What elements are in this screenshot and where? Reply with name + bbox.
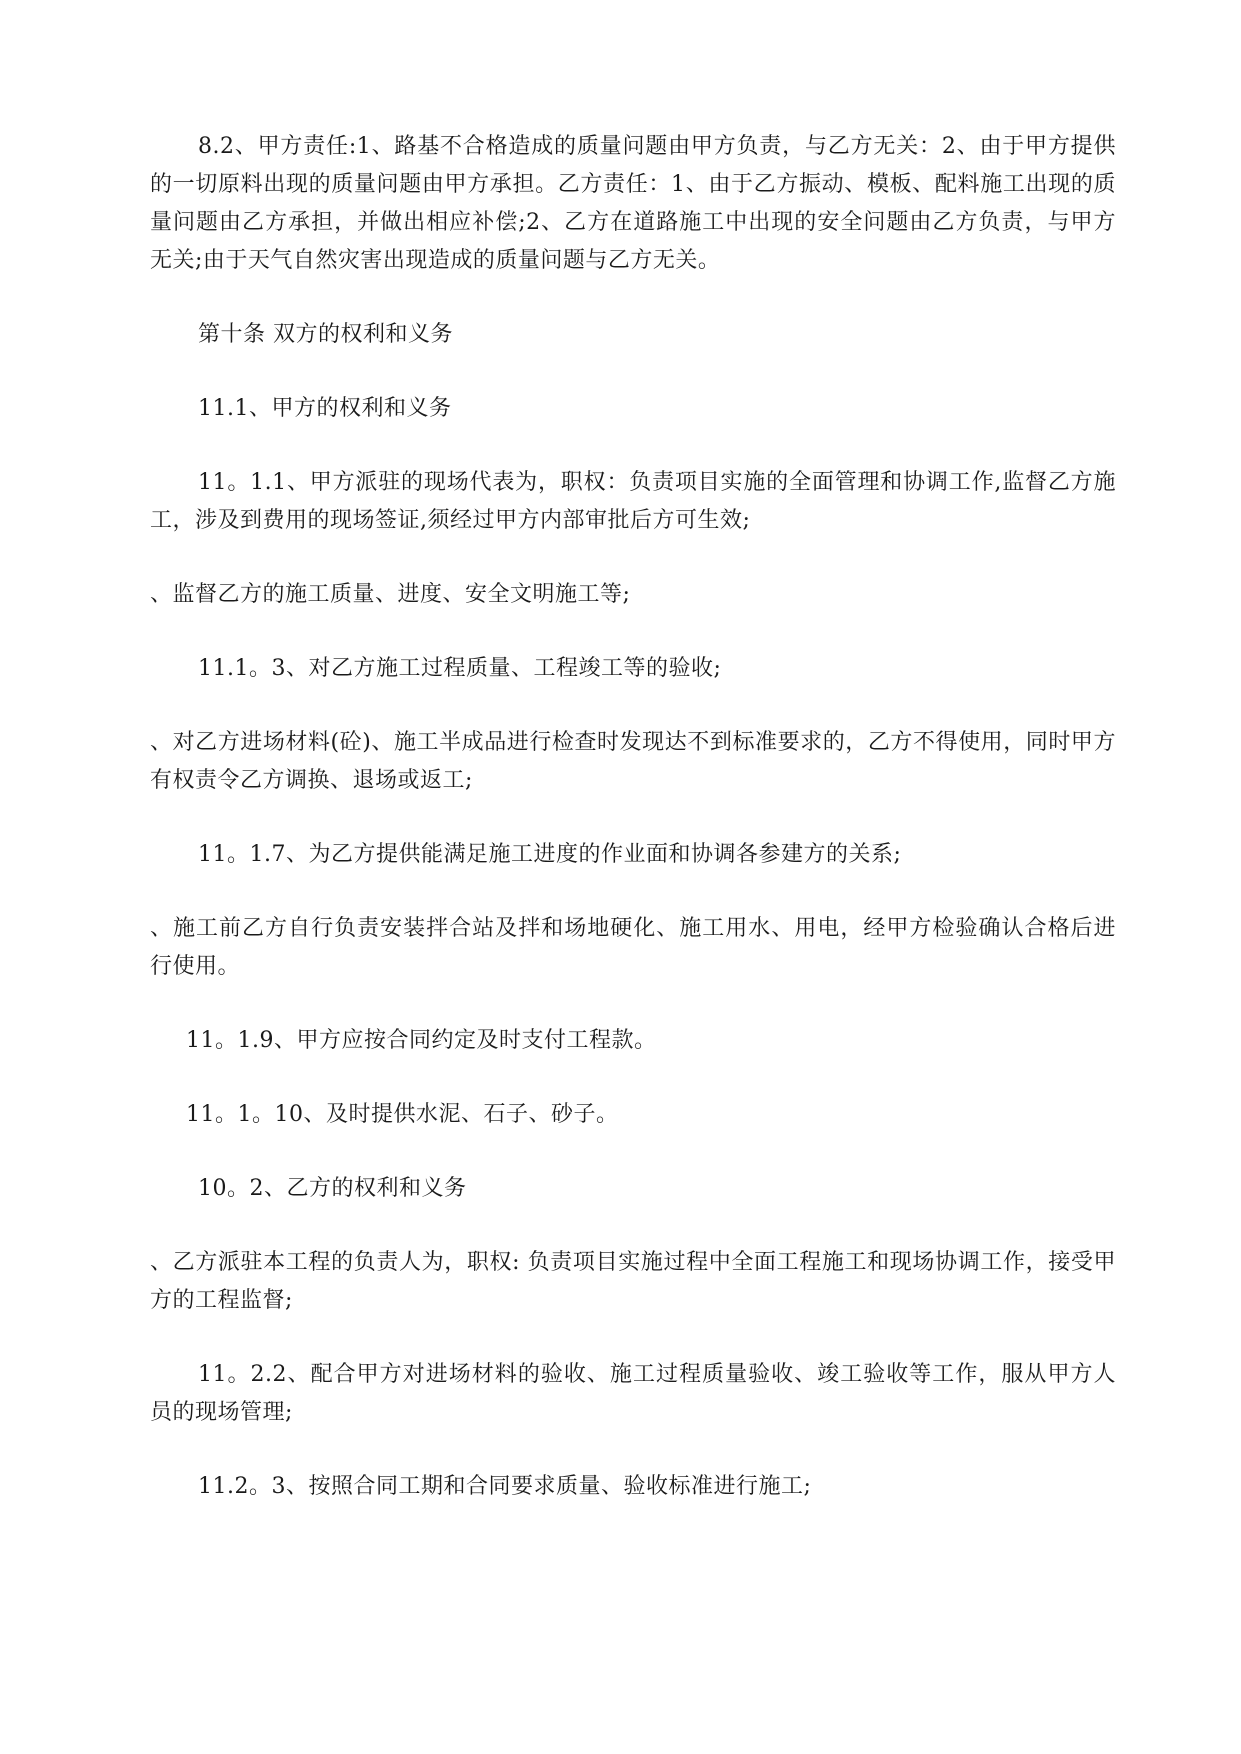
- section-11-1-heading: 11.1、甲方的权利和义务: [198, 396, 452, 421]
- paragraph-mixing-station: 、施工前乙方自行负责安装拌合站及拌和场地硬化、施工用水、用电，经甲方检验确认合格后进行使用。: [150, 916, 1116, 979]
- paragraph-11-1-9: 11。1.9、甲方应按合同约定及时支付工程款。: [186, 1028, 657, 1053]
- document-page: [150, 128, 1116, 1542]
- paragraph-supervise: 、监督乙方的施工质量、进度、安全文明施工等;: [150, 582, 631, 607]
- paragraph-11-1-10: 11。1。10、及时提供水泥、石子、砂子。: [186, 1102, 619, 1127]
- paragraph-11-1-3: 11.1。3、对乙方施工过程质量、工程竣工等的验收;: [198, 656, 722, 681]
- section-10-2-heading: 10。2、乙方的权利和义务: [198, 1176, 467, 1201]
- paragraph-materials-inspection: 、对乙方进场材料(砼)、施工半成品进行检查时发现达不到标准要求的，乙方不得使用，同时甲方有权责令乙方调换、退场或返工;: [150, 730, 1116, 793]
- paragraph-11-1-7: 11。1.7、为乙方提供能满足施工进度的作业面和协调各参建方的关系;: [198, 842, 902, 867]
- article-10-heading: 第十条 双方的权利和义务: [198, 322, 453, 347]
- paragraph-11-2-3: 11.2。3、按照合同工期和合同要求质量、验收标准进行施工;: [198, 1474, 812, 1499]
- paragraph-responsible-person: 、乙方派驻本工程的负责人为，职权: 负责项目实施过程中全面工程施工和现场协调工作，接受甲方的工程监督;: [150, 1250, 1116, 1313]
- paragraph-8-2: 8.2、甲方责任:1、路基不合格造成的质量问题由甲方负责，与乙方无关：2、由于甲方提供的一切原料出现的质量问题由甲方承担。乙方责任：1、由于乙方振动、模板、配料施工出现的质量问题由乙方承担，并做出相应补偿;2、乙方在道路施工中出现的安全问题由乙方负责，与甲方无关;由于天气自然灾害出现造成的质量问题与乙方无关。: [150, 134, 1116, 273]
- paragraph-11-1-1: 11。1.1、甲方派驻的现场代表为，职权：负责项目实施的全面管理和协调工作,监督乙方施工，涉及到费用的现场签证,须经过甲方内部审批后方可生效;: [150, 470, 1116, 533]
- paragraph-11-2-2: 11。2.2、配合甲方对进场材料的验收、施工过程质量验收、竣工验收等工作，服从甲方人员的现场管理;: [150, 1362, 1116, 1425]
